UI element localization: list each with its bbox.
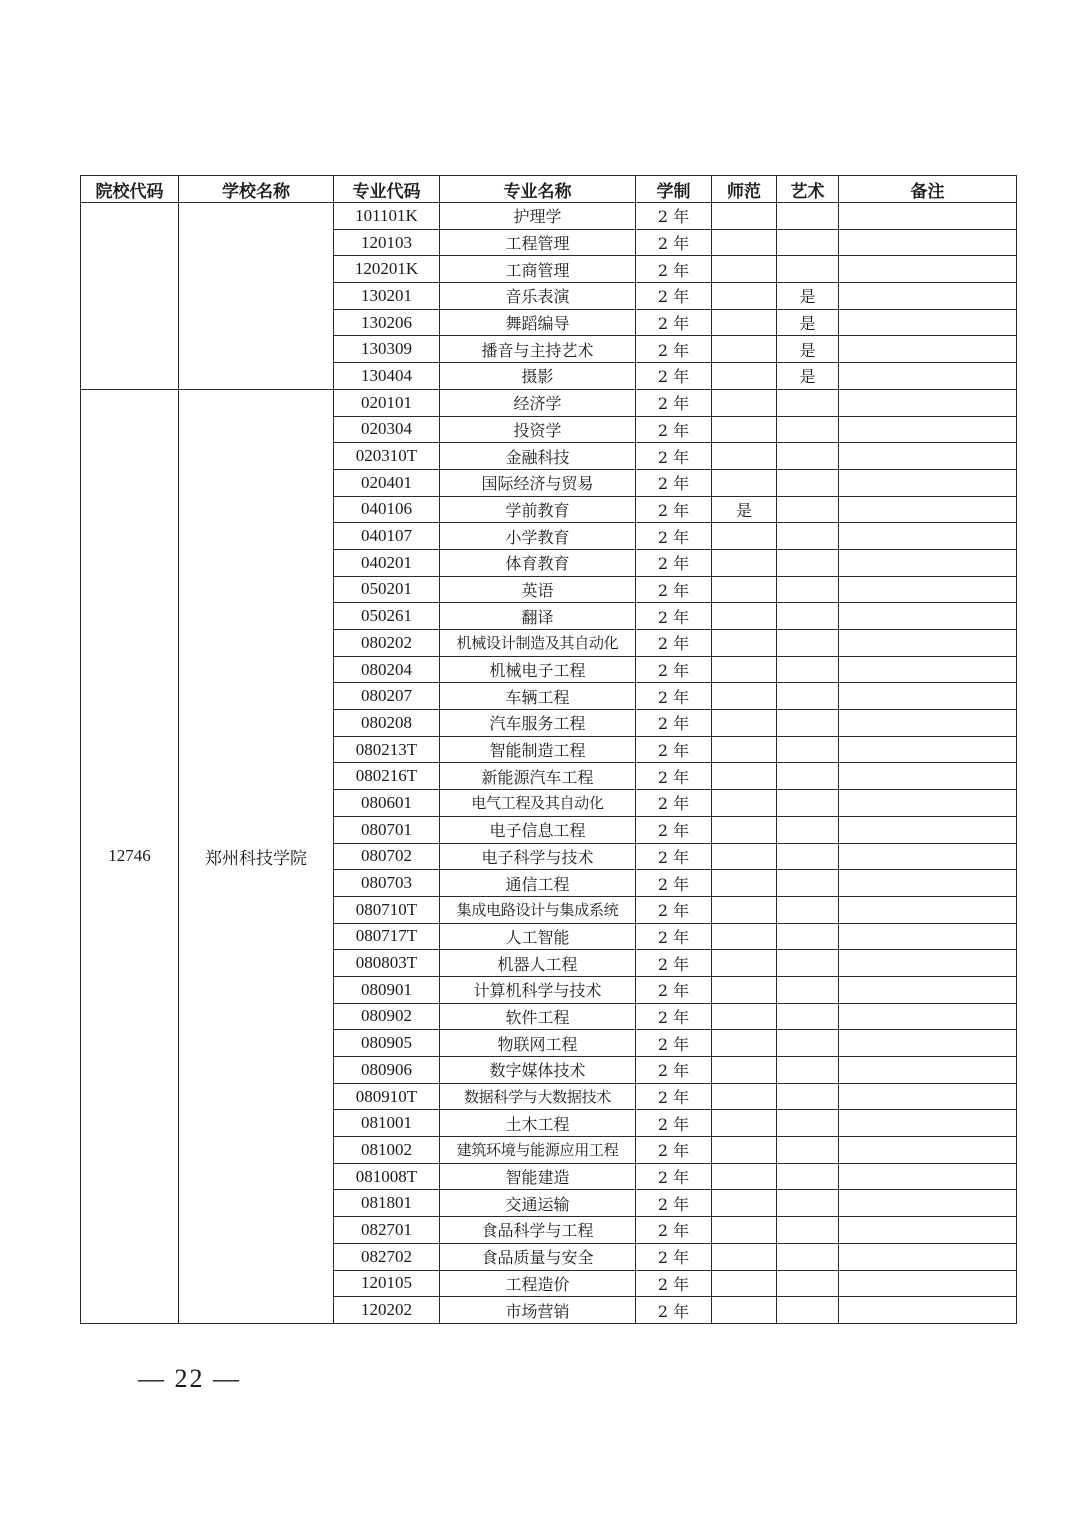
duration-cell: 2 年 (636, 950, 712, 977)
duration-cell: 2 年 (636, 203, 712, 230)
art-flag-cell (777, 923, 839, 950)
normal-flag-cell (712, 603, 777, 630)
art-flag-cell (777, 496, 839, 523)
note-cell (839, 469, 1017, 496)
art-flag-cell: 是 (777, 309, 839, 336)
normal-flag-cell (712, 950, 777, 977)
duration-cell: 2 年 (636, 309, 712, 336)
note-cell (839, 1297, 1017, 1324)
normal-flag-cell (712, 469, 777, 496)
major-code-cell: 081008T (334, 1163, 440, 1190)
art-flag-cell (777, 576, 839, 603)
major-name-cell: 舞蹈编导 (440, 309, 636, 336)
major-name-cell: 工程造价 (440, 1270, 636, 1297)
major-name-cell: 体育教育 (440, 549, 636, 576)
note-cell (839, 790, 1017, 817)
normal-flag-cell (712, 1137, 777, 1164)
note-cell (839, 1110, 1017, 1137)
major-code-cell: 080208 (334, 710, 440, 737)
major-code-cell: 082702 (334, 1243, 440, 1270)
normal-flag-cell (712, 736, 777, 763)
note-cell (839, 229, 1017, 256)
duration-cell: 2 年 (636, 496, 712, 523)
duration-cell: 2 年 (636, 416, 712, 443)
note-cell (839, 763, 1017, 790)
note-cell (839, 576, 1017, 603)
major-code-cell: 080702 (334, 843, 440, 870)
duration-cell: 2 年 (636, 763, 712, 790)
note-cell (839, 923, 1017, 950)
note-cell (839, 683, 1017, 710)
major-name-cell: 数据科学与大数据技术 (440, 1083, 636, 1110)
major-name-cell: 摄影 (440, 363, 636, 390)
duration-cell: 2 年 (636, 683, 712, 710)
art-flag-cell: 是 (777, 336, 839, 363)
table-row (81, 203, 1017, 230)
art-flag-cell: 是 (777, 283, 839, 310)
major-code-cell: 080213T (334, 736, 440, 763)
note-cell (839, 1163, 1017, 1190)
major-code-cell: 080901 (334, 976, 440, 1003)
art-flag-cell (777, 1030, 839, 1057)
duration-cell: 2 年 (636, 630, 712, 657)
major-code-cell: 082701 (334, 1217, 440, 1244)
major-name-cell: 音乐表演 (440, 283, 636, 310)
major-name-cell: 机器人工程 (440, 950, 636, 977)
major-name-cell: 电气工程及其自动化 (440, 790, 636, 817)
art-flag-cell (777, 469, 839, 496)
major-code-cell: 020310T (334, 443, 440, 470)
art-flag-cell (777, 1243, 839, 1270)
major-name-cell: 机械电子工程 (440, 656, 636, 683)
art-flag-cell (777, 763, 839, 790)
normal-flag-cell (712, 523, 777, 550)
note-cell (839, 1270, 1017, 1297)
header-duration: 学制 (636, 176, 712, 203)
major-code-cell: 080910T (334, 1083, 440, 1110)
major-name-cell: 工程管理 (440, 229, 636, 256)
duration-cell: 2 年 (636, 389, 712, 416)
major-name-cell: 建筑环境与能源应用工程 (440, 1137, 636, 1164)
note-cell (839, 309, 1017, 336)
duration-cell: 2 年 (636, 1163, 712, 1190)
note-cell (839, 549, 1017, 576)
duration-cell: 2 年 (636, 1217, 712, 1244)
art-flag-cell (777, 256, 839, 283)
normal-flag-cell (712, 1030, 777, 1057)
duration-cell: 2 年 (636, 469, 712, 496)
art-flag-cell (777, 630, 839, 657)
note-cell (839, 1057, 1017, 1084)
normal-flag-cell (712, 309, 777, 336)
note-cell (839, 710, 1017, 737)
note-cell (839, 603, 1017, 630)
major-code-cell: 080902 (334, 1003, 440, 1030)
major-name-cell: 金融科技 (440, 443, 636, 470)
school-code-cell: 12746 (81, 389, 179, 1323)
major-code-cell: 130206 (334, 309, 440, 336)
major-name-cell: 智能制造工程 (440, 736, 636, 763)
normal-flag-cell (712, 1217, 777, 1244)
note-cell (839, 1243, 1017, 1270)
note-cell (839, 1030, 1017, 1057)
duration-cell: 2 年 (636, 923, 712, 950)
art-flag-cell (777, 816, 839, 843)
duration-cell: 2 年 (636, 443, 712, 470)
major-code-cell: 050261 (334, 603, 440, 630)
major-name-cell: 食品科学与工程 (440, 1217, 636, 1244)
normal-flag-cell (712, 1297, 777, 1324)
note-cell (839, 416, 1017, 443)
note-cell (839, 363, 1017, 390)
major-name-cell: 计算机科学与技术 (440, 976, 636, 1003)
note-cell (839, 1003, 1017, 1030)
art-flag-cell (777, 523, 839, 550)
major-code-cell: 040201 (334, 549, 440, 576)
note-cell (839, 950, 1017, 977)
major-code-cell: 080905 (334, 1030, 440, 1057)
duration-cell: 2 年 (636, 710, 712, 737)
normal-flag-cell (712, 816, 777, 843)
normal-flag-cell (712, 203, 777, 230)
normal-flag-cell (712, 336, 777, 363)
duration-cell: 2 年 (636, 1270, 712, 1297)
duration-cell: 2 年 (636, 816, 712, 843)
duration-cell: 2 年 (636, 656, 712, 683)
duration-cell: 2 年 (636, 549, 712, 576)
art-flag-cell (777, 736, 839, 763)
major-code-cell: 050201 (334, 576, 440, 603)
duration-cell: 2 年 (636, 736, 712, 763)
school-name-cell (179, 203, 334, 390)
duration-cell: 2 年 (636, 1003, 712, 1030)
normal-flag-cell (712, 923, 777, 950)
art-flag-cell (777, 1003, 839, 1030)
art-flag-cell (777, 389, 839, 416)
note-cell (839, 976, 1017, 1003)
normal-flag-cell (712, 1163, 777, 1190)
normal-flag-cell (712, 683, 777, 710)
duration-cell: 2 年 (636, 603, 712, 630)
note-cell (839, 1190, 1017, 1217)
normal-flag-cell (712, 389, 777, 416)
duration-cell: 2 年 (636, 1243, 712, 1270)
major-code-cell: 080601 (334, 790, 440, 817)
duration-cell: 2 年 (636, 976, 712, 1003)
school-code-cell (81, 203, 179, 390)
normal-flag-cell (712, 763, 777, 790)
normal-flag-cell (712, 870, 777, 897)
major-code-cell: 101101K (334, 203, 440, 230)
art-flag-cell (777, 870, 839, 897)
note-cell (839, 523, 1017, 550)
major-code-cell: 081801 (334, 1190, 440, 1217)
duration-cell: 2 年 (636, 229, 712, 256)
normal-flag-cell (712, 1057, 777, 1084)
duration-cell: 2 年 (636, 1137, 712, 1164)
major-name-cell: 智能建造 (440, 1163, 636, 1190)
normal-flag-cell (712, 576, 777, 603)
art-flag-cell (777, 1057, 839, 1084)
art-flag-cell (777, 203, 839, 230)
note-cell (839, 203, 1017, 230)
duration-cell: 2 年 (636, 363, 712, 390)
duration-cell: 2 年 (636, 1057, 712, 1084)
major-code-cell: 080703 (334, 870, 440, 897)
major-name-cell: 机械设计制造及其自动化 (440, 630, 636, 657)
duration-cell: 2 年 (636, 283, 712, 310)
major-name-cell: 电子科学与技术 (440, 843, 636, 870)
major-name-cell: 学前教育 (440, 496, 636, 523)
duration-cell: 2 年 (636, 790, 712, 817)
major-name-cell: 集成电路设计与集成系统 (440, 896, 636, 923)
header-major-code: 专业代码 (334, 176, 440, 203)
header-art: 艺术 (777, 176, 839, 203)
note-cell (839, 816, 1017, 843)
major-code-cell: 120201K (334, 256, 440, 283)
duration-cell: 2 年 (636, 870, 712, 897)
duration-cell: 2 年 (636, 1110, 712, 1137)
art-flag-cell (777, 1217, 839, 1244)
major-name-cell: 数字媒体技术 (440, 1057, 636, 1084)
major-name-cell: 食品质量与安全 (440, 1243, 636, 1270)
major-name-cell: 国际经济与贸易 (440, 469, 636, 496)
header-normal: 师范 (712, 176, 777, 203)
header-note: 备注 (839, 176, 1017, 203)
header-school-code: 院校代码 (81, 176, 179, 203)
duration-cell: 2 年 (636, 1083, 712, 1110)
major-code-cell: 040106 (334, 496, 440, 523)
duration-cell: 2 年 (636, 843, 712, 870)
art-flag-cell (777, 710, 839, 737)
normal-flag-cell (712, 256, 777, 283)
normal-flag-cell (712, 549, 777, 576)
major-name-cell: 电子信息工程 (440, 816, 636, 843)
note-cell (839, 1217, 1017, 1244)
art-flag-cell (777, 656, 839, 683)
header-school-name: 学校名称 (179, 176, 334, 203)
major-code-cell: 120105 (334, 1270, 440, 1297)
school-name-cell: 郑州科技学院 (179, 389, 334, 1323)
art-flag-cell (777, 843, 839, 870)
major-code-cell: 080216T (334, 763, 440, 790)
major-name-cell: 软件工程 (440, 1003, 636, 1030)
art-flag-cell (777, 790, 839, 817)
note-cell (839, 283, 1017, 310)
table-body (81, 203, 1017, 1324)
major-name-cell: 英语 (440, 576, 636, 603)
major-name-cell: 交通运输 (440, 1190, 636, 1217)
normal-flag-cell (712, 1110, 777, 1137)
art-flag-cell (777, 1270, 839, 1297)
art-flag-cell (777, 976, 839, 1003)
duration-cell: 2 年 (636, 1030, 712, 1057)
major-name-cell: 车辆工程 (440, 683, 636, 710)
normal-flag-cell (712, 843, 777, 870)
major-code-cell: 040107 (334, 523, 440, 550)
header-row (81, 176, 1017, 203)
major-code-cell: 020304 (334, 416, 440, 443)
major-name-cell: 小学教育 (440, 523, 636, 550)
duration-cell: 2 年 (636, 256, 712, 283)
major-code-cell: 080204 (334, 656, 440, 683)
normal-flag-cell (712, 283, 777, 310)
major-code-cell: 120202 (334, 1297, 440, 1324)
major-code-cell: 130309 (334, 336, 440, 363)
normal-flag-cell (712, 1270, 777, 1297)
major-code-cell: 080803T (334, 950, 440, 977)
art-flag-cell (777, 683, 839, 710)
note-cell (839, 1137, 1017, 1164)
major-code-cell: 080701 (334, 816, 440, 843)
duration-cell: 2 年 (636, 336, 712, 363)
normal-flag-cell (712, 976, 777, 1003)
major-name-cell: 翻译 (440, 603, 636, 630)
major-code-cell: 080207 (334, 683, 440, 710)
major-name-cell: 工商管理 (440, 256, 636, 283)
note-cell (839, 736, 1017, 763)
normal-flag-cell (712, 1243, 777, 1270)
duration-cell: 2 年 (636, 576, 712, 603)
major-code-cell: 130201 (334, 283, 440, 310)
major-code-cell: 120103 (334, 229, 440, 256)
normal-flag-cell (712, 1083, 777, 1110)
major-name-cell: 汽车服务工程 (440, 710, 636, 737)
major-name-cell: 新能源汽车工程 (440, 763, 636, 790)
note-cell (839, 1083, 1017, 1110)
art-flag-cell (777, 1297, 839, 1324)
duration-cell: 2 年 (636, 1190, 712, 1217)
major-code-cell: 080906 (334, 1057, 440, 1084)
table-header (81, 176, 1017, 203)
major-code-cell: 130404 (334, 363, 440, 390)
art-flag-cell (777, 1110, 839, 1137)
normal-flag-cell (712, 1003, 777, 1030)
major-code-cell: 080202 (334, 630, 440, 657)
normal-flag-cell (712, 710, 777, 737)
art-flag-cell (777, 549, 839, 576)
art-flag-cell (777, 950, 839, 977)
normal-flag-cell (712, 896, 777, 923)
major-name-cell: 经济学 (440, 389, 636, 416)
note-cell (839, 630, 1017, 657)
art-flag-cell (777, 896, 839, 923)
major-name-cell: 投资学 (440, 416, 636, 443)
art-flag-cell (777, 229, 839, 256)
art-flag-cell (777, 443, 839, 470)
normal-flag-cell (712, 790, 777, 817)
normal-flag-cell: 是 (712, 496, 777, 523)
normal-flag-cell (712, 630, 777, 657)
note-cell (839, 389, 1017, 416)
note-cell (839, 336, 1017, 363)
art-flag-cell (777, 1137, 839, 1164)
major-code-cell: 081001 (334, 1110, 440, 1137)
major-name-cell: 人工智能 (440, 923, 636, 950)
art-flag-cell (777, 1083, 839, 1110)
duration-cell: 2 年 (636, 896, 712, 923)
major-name-cell: 通信工程 (440, 870, 636, 897)
page-number: — 22 — (138, 1364, 241, 1393)
major-name-cell: 市场营销 (440, 1297, 636, 1324)
art-flag-cell (777, 603, 839, 630)
header-major-name: 专业名称 (440, 176, 636, 203)
note-cell (839, 256, 1017, 283)
major-code-cell: 020101 (334, 389, 440, 416)
duration-cell: 2 年 (636, 1297, 712, 1324)
major-code-cell: 081002 (334, 1137, 440, 1164)
note-cell (839, 896, 1017, 923)
normal-flag-cell (712, 1190, 777, 1217)
note-cell (839, 656, 1017, 683)
major-name-cell: 播音与主持艺术 (440, 336, 636, 363)
note-cell (839, 843, 1017, 870)
major-name-cell: 土木工程 (440, 1110, 636, 1137)
art-flag-cell (777, 416, 839, 443)
note-cell (839, 443, 1017, 470)
major-code-cell: 080717T (334, 923, 440, 950)
major-name-cell: 护理学 (440, 203, 636, 230)
normal-flag-cell (712, 416, 777, 443)
major-code-cell: 020401 (334, 469, 440, 496)
art-flag-cell (777, 1163, 839, 1190)
major-name-cell: 物联网工程 (440, 1030, 636, 1057)
table-row (81, 389, 1017, 416)
normal-flag-cell (712, 363, 777, 390)
duration-cell: 2 年 (636, 523, 712, 550)
major-code-cell: 080710T (334, 896, 440, 923)
note-cell (839, 496, 1017, 523)
normal-flag-cell (712, 443, 777, 470)
art-flag-cell: 是 (777, 363, 839, 390)
normal-flag-cell (712, 229, 777, 256)
normal-flag-cell (712, 656, 777, 683)
note-cell (839, 870, 1017, 897)
art-flag-cell (777, 1190, 839, 1217)
majors-table (80, 175, 1017, 1324)
